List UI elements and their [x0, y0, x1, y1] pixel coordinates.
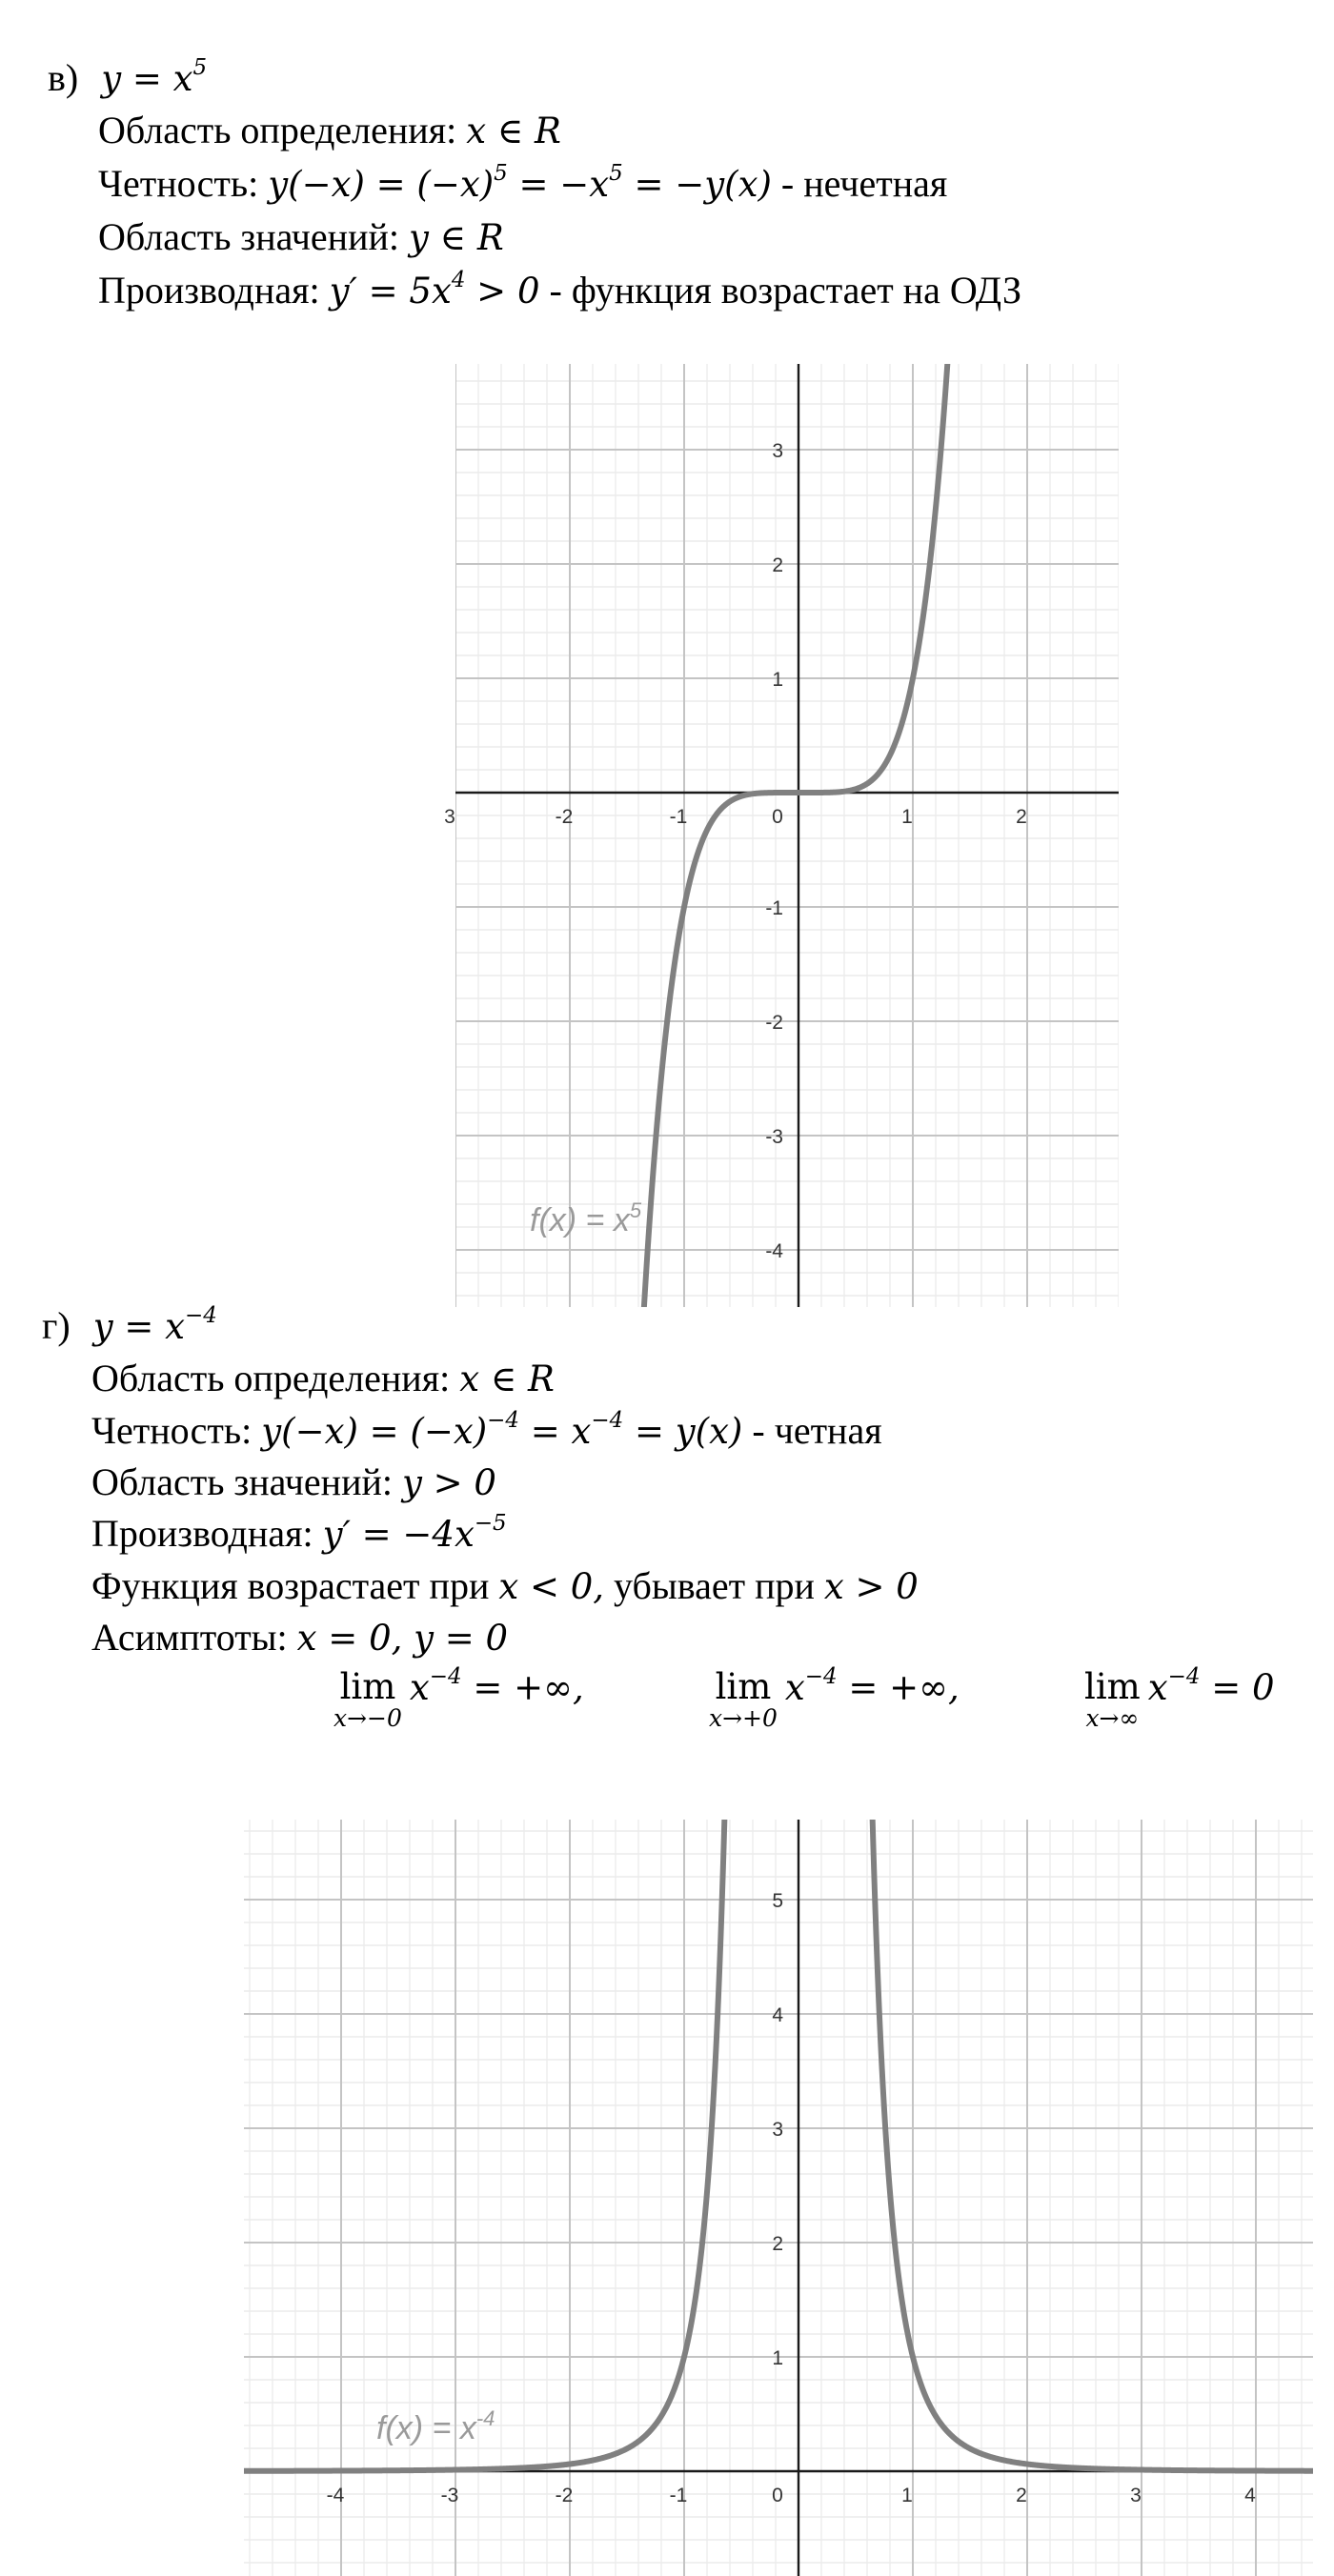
derivative-exp: 4 — [451, 267, 466, 292]
parity-math-c: = −y(x) — [622, 164, 772, 205]
parity-exp-a: −4 — [487, 1407, 519, 1433]
x-tick-label: 2 — [1016, 806, 1027, 828]
x-tick-label: 3 — [444, 806, 455, 828]
limit-expr: x — [784, 1667, 805, 1708]
section-g-marker: г) — [42, 1304, 71, 1347]
domain-math: x ∈ R — [459, 1358, 555, 1399]
x-tick-label: -2 — [555, 806, 574, 828]
range-math: y ∈ R — [409, 217, 504, 258]
parity-math-a: y(−x) = (−x) — [261, 1411, 488, 1452]
derivative-math-b: > 0 — [465, 271, 540, 312]
plot-area — [244, 1248, 1313, 2576]
section-g-formula-exp: −4 — [185, 1302, 217, 1328]
limit-word: lim — [339, 1666, 396, 1707]
monotonic-cond-b: x > 0 — [823, 1566, 919, 1607]
section-g-formula: y = x — [92, 1306, 186, 1347]
y-tick-label: 1 — [772, 669, 783, 691]
monotonic-text-b: убывает при — [614, 1564, 815, 1607]
y-tick-label: 5 — [772, 1890, 783, 1912]
x-tick-label: 0 — [772, 806, 783, 828]
range-label: Область значений: — [98, 215, 399, 258]
parity-result: - четная — [752, 1409, 882, 1452]
limit-expr: x — [409, 1667, 430, 1708]
limit-word: lim — [1084, 1666, 1141, 1707]
monotonic-text-a: Функция возрастает при — [91, 1564, 490, 1607]
y-tick-label: 3 — [772, 440, 783, 462]
parity-math-a: y(−x) = (−x) — [268, 164, 495, 205]
y-tick-label: 4 — [772, 2004, 783, 2026]
y-tick-label: -2 — [765, 1012, 783, 1034]
y-tick-label: 2 — [772, 554, 783, 576]
domain-math: x ∈ R — [466, 111, 561, 151]
function-curve — [244, 1248, 793, 2471]
section-v-formula-exp: 5 — [192, 54, 208, 80]
limit-sub: x→+0 — [709, 1704, 778, 1732]
asymptote-label: Асимптоты: — [91, 1616, 288, 1659]
x-tick-label: 4 — [1244, 2485, 1256, 2506]
derivative-result: - функция возрастает на ОДЗ — [549, 269, 1022, 312]
range-label: Область значений: — [91, 1460, 393, 1503]
limit-sub: x→−0 — [334, 1704, 402, 1732]
y-tick-label: -3 — [765, 1126, 783, 1148]
x-tick-label: 3 — [1130, 2485, 1142, 2506]
asymptote-math: x = 0, y = 0 — [296, 1618, 509, 1659]
limit-expr: x — [1147, 1667, 1168, 1708]
derivative-label: Производная: — [91, 1512, 313, 1555]
limit-exp: −4 — [1167, 1663, 1201, 1689]
limit-value: = +∞, — [837, 1667, 960, 1708]
y-tick-label: 1 — [772, 2347, 783, 2369]
derivative-exp: −5 — [474, 1510, 507, 1536]
function-curve — [804, 1248, 1313, 2471]
x-tick-label: 1 — [901, 806, 913, 828]
x-tick-label: -4 — [326, 2485, 345, 2506]
y-tick-label: 2 — [772, 2233, 783, 2255]
parity-math-c: = y(x) — [623, 1411, 743, 1452]
x-tick-label: 2 — [1016, 2485, 1027, 2506]
parity-result: - нечетная — [780, 162, 948, 205]
x-tick-label: -1 — [669, 2485, 688, 2506]
x-tick-label: -3 — [440, 2485, 459, 2506]
range-math: y > 0 — [402, 1462, 496, 1503]
function-label: $f(x) = x^5$ — [530, 1198, 642, 1238]
y-tick-label: -4 — [765, 1240, 783, 1262]
y-tick-label: -1 — [765, 897, 783, 919]
domain-label: Область определения: — [98, 109, 457, 151]
parity-label: Четность: — [98, 162, 259, 205]
x-tick-label: 0 — [772, 2485, 783, 2506]
limit-exp: −4 — [429, 1663, 462, 1689]
x-tick-label: 1 — [901, 2485, 913, 2506]
limit-sub: x→∞ — [1085, 1704, 1140, 1732]
section-v-marker: в) — [48, 56, 79, 99]
parity-exp-a: 5 — [494, 160, 508, 186]
limit-exp: −4 — [804, 1663, 838, 1689]
monotonic-cond-a: x < 0, — [498, 1566, 605, 1607]
derivative-math-a: y′ = 5x — [329, 271, 452, 312]
limit-value: = 0 — [1200, 1667, 1275, 1708]
limit-value: = +∞, — [461, 1667, 584, 1708]
parity-label: Четность: — [91, 1409, 253, 1452]
derivative-label: Производная: — [98, 269, 320, 312]
parity-exp-b: −4 — [591, 1407, 624, 1433]
derivative-math: y′ = −4x — [322, 1514, 475, 1555]
y-tick-label: 3 — [772, 2119, 783, 2141]
x-tick-label: -2 — [555, 2485, 574, 2506]
domain-label: Область определения: — [91, 1357, 451, 1399]
limit-word: lim — [715, 1666, 772, 1707]
parity-exp-b: 5 — [609, 160, 623, 186]
function-label: $f(x) = x^{-4}$ — [376, 2406, 495, 2446]
x-tick-label: -1 — [669, 806, 688, 828]
section-v-formula: y = x — [101, 58, 193, 99]
parity-math-b: = x — [518, 1411, 592, 1452]
parity-math-b: = −x — [507, 164, 610, 205]
